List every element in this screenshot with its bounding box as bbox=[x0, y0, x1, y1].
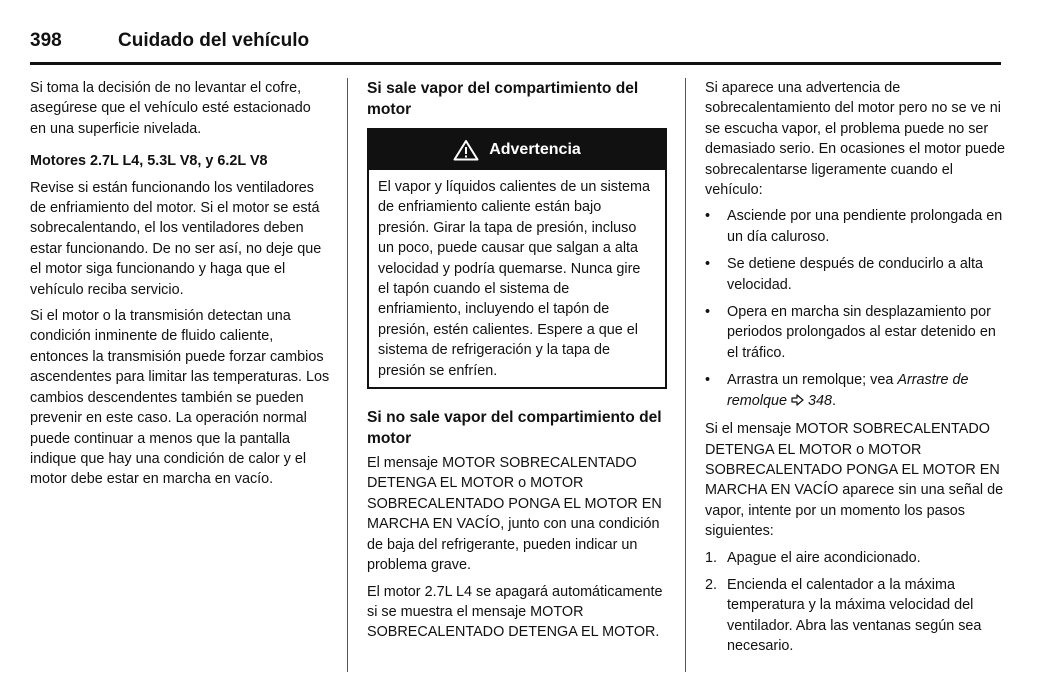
list-item: 1. Apague el aire acondicionado. bbox=[705, 548, 1005, 568]
warning-triangle-icon bbox=[453, 139, 479, 161]
list-item: • Opera en marcha sin desplazamiento por periodos prolongados al estar detenido en el tráfico. bbox=[705, 304, 996, 361]
no-steam-steps-paragraph: Si el mensaje MOTOR SOBRECALENTADO DETENGA EL MOTOR o MOTOR SOBRECALENTADO PONGA EL MOTOR EN MARCHA EN VACÍO aparece sin una señal de vapor, intente por un momento los pasos siguientes: bbox=[705, 421, 1004, 540]
list-item: 2. Encienda el calentador a la máxima temperatura y la máxima velocidad del ventilador. Abra las ventanas según sea necesario. bbox=[705, 576, 982, 655]
warning-header bbox=[369, 130, 665, 170]
column-divider bbox=[347, 78, 348, 672]
list-item: • Se detiene después de conducirlo a alta velocidad. bbox=[705, 256, 984, 293]
section-title: Cuidado del vehículo bbox=[118, 30, 310, 51]
step-number: 2. bbox=[705, 576, 718, 593]
overheat-message-paragraph: El mensaje MOTOR SOBRECALENTADO DETENGA EL MOTOR o MOTOR SOBRECALENTADO PONGA EL MOTOR EN MARCHA EN VACÍO, junto con una condición de baja del refrigerante, pueden indicar un problema grave. bbox=[367, 455, 662, 574]
no-steam-heading: Si no sale vapor del compartimiento del motor bbox=[367, 409, 662, 448]
page-reference-arrow-icon bbox=[791, 394, 804, 406]
bullet-icon: • bbox=[705, 304, 711, 321]
column-middle bbox=[367, 78, 667, 649]
engines-heading: Motores 2.7L L4, 5.3L V8, y 6.2L V8 bbox=[30, 153, 268, 170]
bullet-icon: • bbox=[705, 256, 711, 273]
column-divider bbox=[685, 78, 686, 672]
warning-body bbox=[369, 170, 665, 387]
list-item: • Arrastra un remolque; vea Arrastre de remolque 348. bbox=[705, 372, 969, 409]
transmission-paragraph: Si el motor o la transmisión detectan una condición inminente de fluido caliente, entonces la transmisión puede forzar cambios ascendentes para limitar las temperaturas. Los cambios descendentes también se pueden prevenir en este caso. La operación normal puede continuar a menos que la pantalla indique que hay una condición de calor y el motor debe estar en marcha en vacío. bbox=[30, 308, 330, 488]
page-number: 398 bbox=[30, 30, 62, 51]
cross-reference-link[interactable]: Arrastre de remolque bbox=[727, 372, 969, 409]
engine-shutdown-paragraph: El motor 2.7L L4 se apagará automáticamente si se muestra el mensaje MOTOR SOBRECALENTADO DETENGA EL MOTOR. bbox=[367, 583, 663, 641]
fans-paragraph: Revise si están funcionando los ventiladores de enfriamiento del motor. Si el motor se está sobrecalentando, el los ventiladores deben estar funcionando. De no ser así, no deje que el motor siga funcionando y haga que el vehículo reciba servicio. bbox=[30, 179, 322, 298]
reference-page-number[interactable]: 348 bbox=[808, 392, 833, 409]
intro-paragraph: Si toma la decisión de no levantar el cofre, asegúrese que el vehículo esté estacionado en una superficie nivelada. bbox=[30, 80, 311, 137]
conditions-list bbox=[705, 206, 1005, 411]
steam-heading: Si sale vapor del compartimiento del motor bbox=[367, 80, 639, 118]
warning-text: El vapor y líquidos calientes de un sistema de enfriamiento caliente están bajo presión. Girar la tapa de presión, incluso un poco, puede causar que salgan a alta velocidad y podría quemarse. Nunca gire el tapón cuando el sistema de enfriamiento, incluyendo el tapón de presión, estén calientes. Espere a que el sistema de refrigeración y la tapa de presión se enfríen. bbox=[378, 179, 650, 379]
column-right bbox=[705, 78, 1005, 665]
column-left bbox=[30, 78, 330, 496]
bullet-icon: • bbox=[705, 372, 711, 389]
step-number: 1. bbox=[705, 549, 718, 566]
list-item: • Asciende por una pendiente prolongada en un día caluroso. bbox=[705, 208, 1003, 245]
header-rule bbox=[30, 62, 1001, 65]
warning-box bbox=[367, 128, 667, 389]
bullet-icon: • bbox=[705, 208, 711, 225]
warning-title: Advertencia bbox=[489, 140, 581, 158]
overheat-intro-paragraph: Si aparece una advertencia de sobrecalentamiento del motor pero no se ve ni se escucha vapor, el problema puede no ser demasiado serio. En ocasiones el motor puede sobrecalentarse ligeramente cuando el vehículo: bbox=[705, 80, 1005, 199]
steps-list bbox=[705, 548, 1005, 657]
